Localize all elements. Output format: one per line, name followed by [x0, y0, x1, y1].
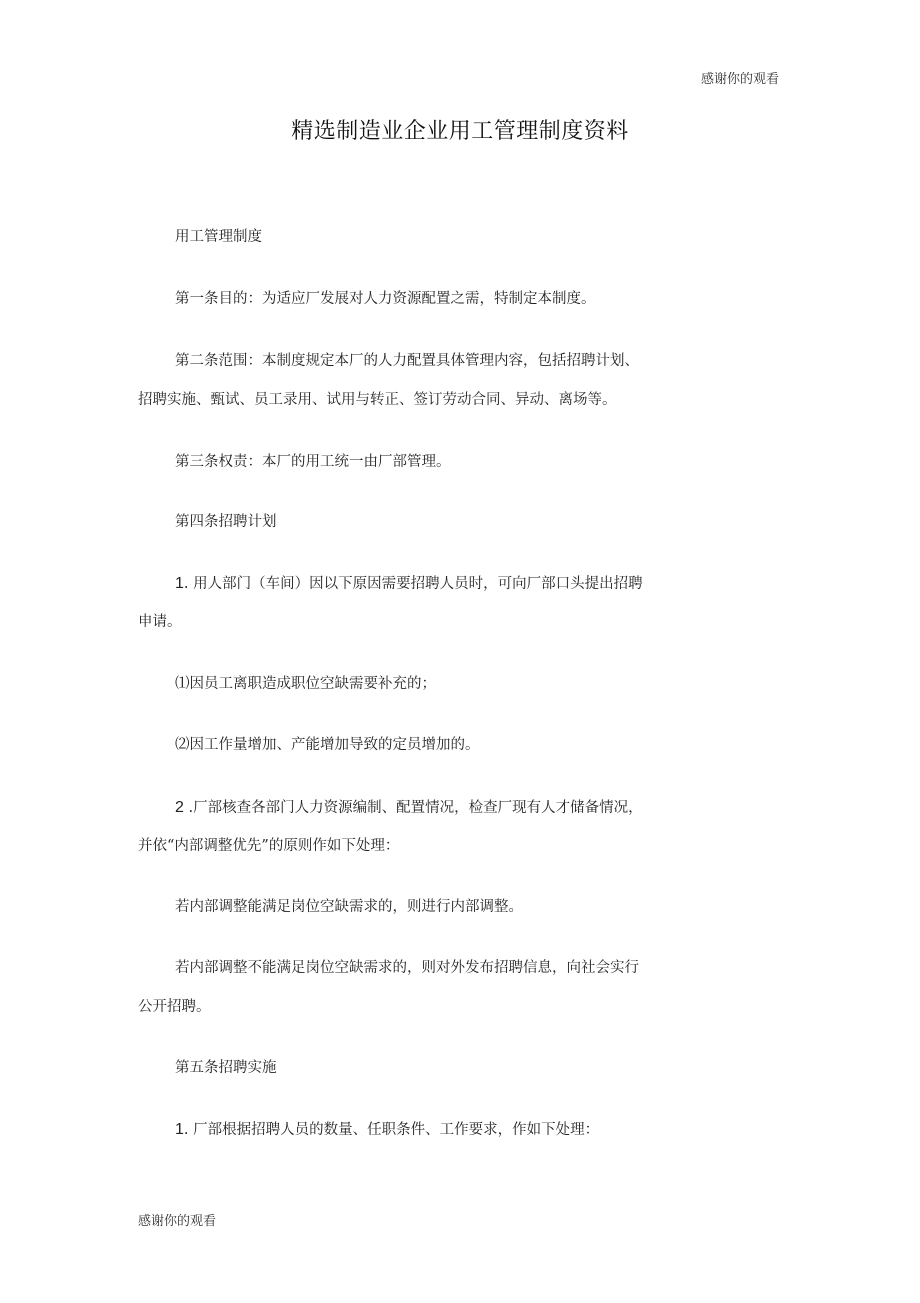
item-number: 1 [175, 1121, 184, 1138]
header-note: 感谢你的观看 [700, 72, 779, 87]
document-title: 精选制造业企业用工管理制度资料 [291, 119, 629, 144]
paragraph-item-1-cont: 申请。 [138, 614, 182, 630]
item-number: 1 [175, 575, 184, 592]
footer-note: 感谢你的观看 [138, 1214, 217, 1229]
paragraph-sub-2: ⑵因工作量增加、产能增加导致的定员增加的。 [175, 737, 480, 753]
paragraph-article-3: 第三条权责：本厂的用工统一由厂部管理。 [175, 454, 451, 470]
paragraph-item-1 [175, 576, 825, 592]
paragraph-case-1: 若内部调整能满足岗位空缺需求的，则进行内部调整。 [175, 899, 523, 915]
paragraph-case-2-cont: 公开招聘。 [138, 999, 211, 1015]
paragraph-item-2-cont: 并依“内部调整优先”的原则作如下处理： [138, 838, 400, 854]
paragraph-article-4: 第四条招聘计划 [175, 514, 277, 530]
item-text: .厂部核查各部门人力资源编制、配置情况，检查厂现有人才储备情况， [183, 800, 643, 816]
paragraph-heading: 用工管理制度 [175, 229, 262, 245]
paragraph-article-5: 第五条招聘实施 [175, 1060, 277, 1076]
item-text: . 厂部根据招聘人员的数量、任职条件、工作要求，作如下处理： [183, 1122, 600, 1138]
paragraph-item-2 [175, 800, 825, 816]
paragraph-article-2: 第二条范围：本制度规定本厂的人力配置具体管理内容，包括招聘计划、 [175, 353, 639, 369]
item-text: . 用人部门（车间）因以下原因需要招聘人员时，可向厂部口头提出招聘 [183, 576, 643, 592]
item-number: 2 [175, 799, 184, 816]
paragraph-case-2: 若内部调整不能满足岗位空缺需求的，则对外发布招聘信息，向社会实行 [175, 960, 639, 976]
paragraph-article-1: 第一条目的：为适应厂发展对人力资源配置之需，特制定本制度。 [175, 291, 596, 307]
paragraph-article-2-cont: 招聘实施、甄试、员工录用、试用与转正、签订劳动合同、异动、离场等。 [138, 392, 617, 408]
paragraph-article-5-item-1 [175, 1122, 825, 1138]
paragraph-sub-1: ⑴因员工离职造成职位空缺需要补充的； [175, 676, 436, 692]
